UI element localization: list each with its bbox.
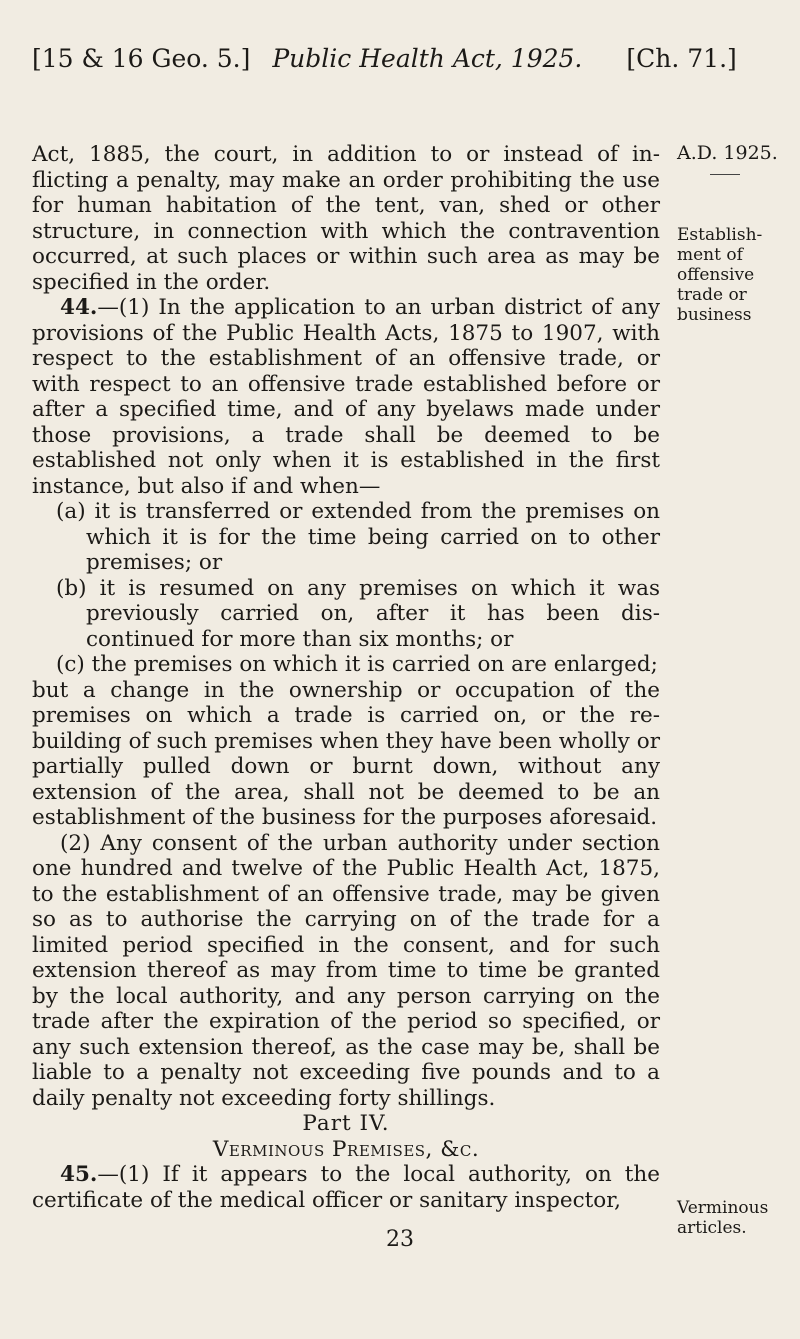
- section-44-text: —(1) In the application to an urban district of any provisions of the Public Health Acts, 1875 to 1907, with respect to the establishment of an offensive trade, or with respect to an offensive trade established before or after a specified time, and of any byelaws made under those provisions, a trade shall be deemed to be established not only when it is established in the first instance, but also if and when—: [32, 295, 660, 499]
- margin-note-section-44: Establish-ment of offensive trade or business: [677, 225, 763, 325]
- margin-year-rule: [710, 174, 740, 175]
- running-header: [32, 44, 772, 73]
- margin-note-section-45: Verminous articles.: [677, 1198, 769, 1238]
- margin-year: A.D. 1925.: [677, 142, 778, 164]
- part-heading: Part IV.: [302, 1111, 390, 1136]
- subsection-2-paragraph: (2) Any consent of the urban authority under section one hundred and twelve of the Public Health Act, 1875, to the establishment of an offensive trade, may be given so as to authorise the carrying on of the trade for a limited period specified in the consent, and for such extension thereof as may from time to time be granted by the local authority, and any person carrying on the trade after the expiration of the period so specified, or any such extension thereof, as the case may be, shall be liable to a penalty not exceeding five pounds and to a daily penalty not exceeding forty shillings.: [32, 830, 660, 1111]
- section-45-text: —(1) If it appears to the local authority, on the certificate of the medical officer or sanitary inspector,: [32, 1162, 660, 1213]
- main-text: [32, 142, 660, 1213]
- header-title: Public Health Act, 1925.: [272, 44, 583, 73]
- but-paragraph: but a change in the ownership or occupation of the premises on which a trade is carried on, or the re-building of such premises when they have been wholly or partially pulled down or burnt down, without any extension of the area, shall not be deemed to be an establishment of the business for the purposes aforesaid.: [32, 677, 660, 830]
- list-item-a: (a) it is transferred or extended from the premises on which it is for the time being carried on to other premises; or: [56, 499, 660, 575]
- list-item-c: (c) the premises on which it is carried on are enlarged;: [56, 652, 658, 677]
- header-chapter: [Ch. 71.]: [626, 44, 737, 73]
- section-44-number: 44.: [60, 295, 98, 320]
- section-45-paragraph: [32, 1162, 660, 1213]
- section-45-number: 45.: [60, 1162, 98, 1187]
- part-subheading: Verminous Premises, &c.: [212, 1136, 480, 1162]
- intro-paragraph: Act, 1885, the court, in addition to or instead of in-flicting a penalty, may make an order prohibiting the use for human habitation of the tent, van, shed or other structure, in connection with which the contravention occurred, at such places or within such area as may be specified in the order.: [32, 142, 660, 295]
- header-citation: [15 & 16 Geo. 5.]: [32, 44, 251, 73]
- list-item-b: (b) it is resumed on any premises on which it was previously carried on, after it has been dis-continued for more than six months; or: [56, 575, 660, 652]
- page-number: 23: [386, 1227, 414, 1252]
- section-44-paragraph: [32, 295, 660, 499]
